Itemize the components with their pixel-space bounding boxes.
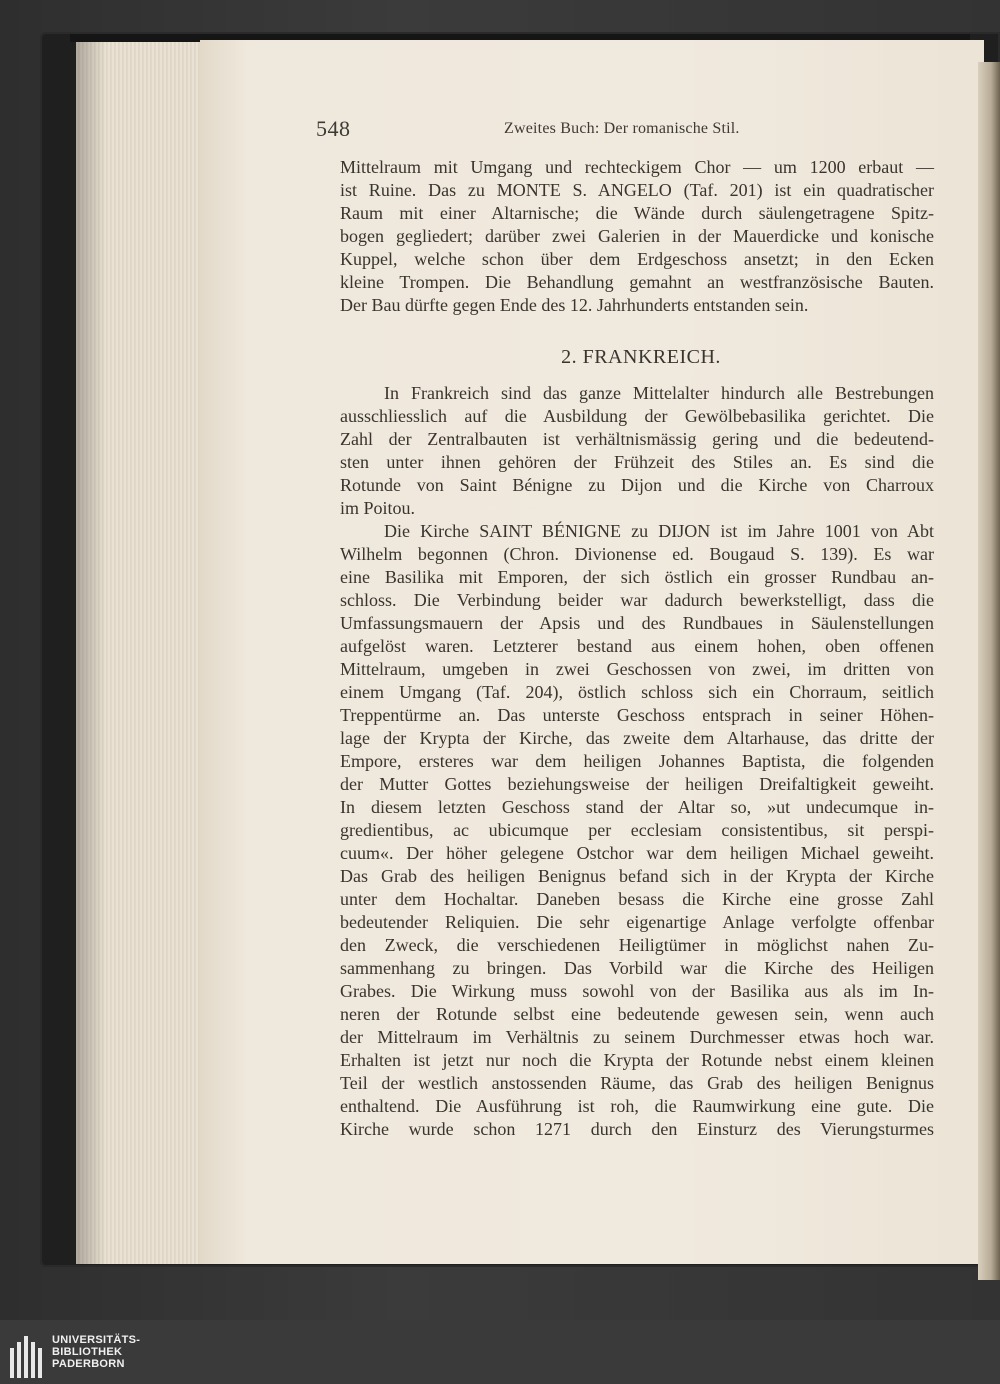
text-line: einem Umgang (Taf. 204), östlich schloss sich ein Chorraum, seitlich [340,682,934,702]
text-line: Zahl der Zentralbauten ist verhältnismässig gering und die bedeutend- [340,429,934,449]
opposite-page-edge [978,62,1000,1280]
text-line: unter dem Hochaltar. Daneben besass die Kirche eine grosse Zahl [340,889,934,909]
text-line: Umfassungsmauern der Apsis und des Rundbaues in Säulenstellungen [340,613,934,633]
text-line: eine Basilika mit Emporen, der sich östlich ein grosser Rundbau an- [340,567,934,587]
text-line: der Mittelraum im Verhältnis zu seinem Durchmesser etwas hoch war. [340,1027,934,1047]
paragraph-2 [340,382,934,520]
text-line: sten unter ihnen gehören der Frühzeit des Stiles an. Es sind die [340,452,934,472]
page-header [316,116,936,144]
text-line: Der Bau dürfte gegen Ende des 12. Jahrhunderts entstanden sein. [340,295,809,315]
text-line: im Poitou. [340,498,416,518]
page-body [340,156,934,1141]
text-line: Rotunde von Saint Bénigne zu Dijon und die Kirche von Charroux [340,475,934,495]
text-line: kleine Trompen. Die Behandlung gemahnt an westfranzösische Bauten. [340,272,934,292]
text-line: ist Ruine. Das zu MONTE S. ANGELO (Taf. 201) ist ein quadratischer [340,180,934,200]
logo-line: PADERBORN [52,1358,125,1370]
text-line: aufgelöst waren. Letzterer bestand aus einem hohen, oben offenen [340,636,934,656]
text-line: Das Grab des heiligen Benignus befand sich in der Krypta der Kirche [340,866,934,886]
text-line: gredientibus, ac ubicumque per ecclesiam consistentibus, sit perspi- [340,820,934,840]
section-heading: 2. FRANKREICH. [561,346,721,368]
text-line: Teil der westlich anstossenden Räume, das Grab des heiligen Benignus [340,1073,934,1093]
paragraph-1 [340,156,934,317]
text-line: In Frankreich sind das ganze Mittelalter hindurch alle Bestrebungen [384,383,934,403]
page-edges-shadow [76,42,106,1264]
text-line: lage der Krypta der Kirche, das zweite dem Altarhause, das dritte der [340,728,934,748]
text-line: Die Kirche SAINT BÉNIGNE zu DIJON ist im Jahre 1001 von Abt [384,521,934,541]
text-line: Erhalten ist jetzt nur noch die Krypta der Rotunde nebst einem kleinen [340,1050,934,1070]
text-line: Kirche wurde schon 1271 durch den Einsturz des Vierungsturmes [340,1119,934,1139]
text-line: Raum mit einer Altarnische; die Wände durch säulengetragene Spitz- [340,203,934,223]
text-line: der Mutter Gottes beziehungsweise der heiligen Dreifaltigkeit geweiht. [340,774,934,794]
paragraph-3 [340,520,934,1141]
text-line: enthaltend. Die Ausführung ist roh, die Raumwirkung eine gute. Die [340,1096,934,1116]
text-line: bogen gegliedert; darüber zwei Galerien in der Mauerdicke und konische [340,226,934,246]
logo-line: BIBLIOTHEK [52,1346,123,1358]
text-line: Mittelraum, umgeben in zwei Geschossen von zwei, im dritten von [340,659,934,679]
page-number: 548 [316,116,351,141]
text-line: sammenhang zu bringen. Das Vorbild war die Kirche des Heiligen [340,958,934,978]
text-line: den Zweck, die verschiedenen Heiligtümer in möglichst nahen Zu- [340,935,934,955]
library-logo-icon [10,1336,46,1378]
text-line: bedeutender Reliquien. Die sehr eigenartige Anlage verfolgte offenbar [340,912,934,932]
text-line: Kuppel, welche schon über dem Erdgeschoss ansetzt; in den Ecken [340,249,934,269]
text-line: Empore, ersteres war dem heiligen Johannes Baptista, die folgenden [340,751,934,771]
library-footer [0,1320,1000,1384]
text-line: schloss. Die Verbindung beider war dadurch bewerkstelligt, dass die [340,590,934,610]
text-line: Wilhelm begonnen (Chron. Divionense ed. Bougaud S. 139). Es war [340,544,934,564]
text-line: Mittelraum mit Umgang und rechteckigem Chor — um 1200 erbaut — [340,157,934,177]
text-line: ausschliesslich auf die Ausbildung der Gewölbebasilika gerichtet. Die [340,406,934,426]
text-line: neren der Rotunde selbst eine bedeutende gewesen sein, wenn auch [340,1004,934,1024]
text-line: Treppentürme an. Das unterste Geschoss entsprach in seiner Höhen- [340,705,934,725]
running-head: Zweites Buch: Der romanische Stil. [504,120,740,137]
library-logo-text [52,1334,140,1370]
logo-line: UNIVERSITÄTS- [52,1334,141,1346]
text-line: In diesem letzten Geschoss stand der Altar so, »ut undecumque in- [340,797,934,817]
text-line: Grabes. Die Wirkung muss sowohl von der Basilika aus als im In- [340,981,934,1001]
text-line: cuum«. Der höher gelegene Ostchor war dem heiligen Michael geweiht. [340,843,934,863]
